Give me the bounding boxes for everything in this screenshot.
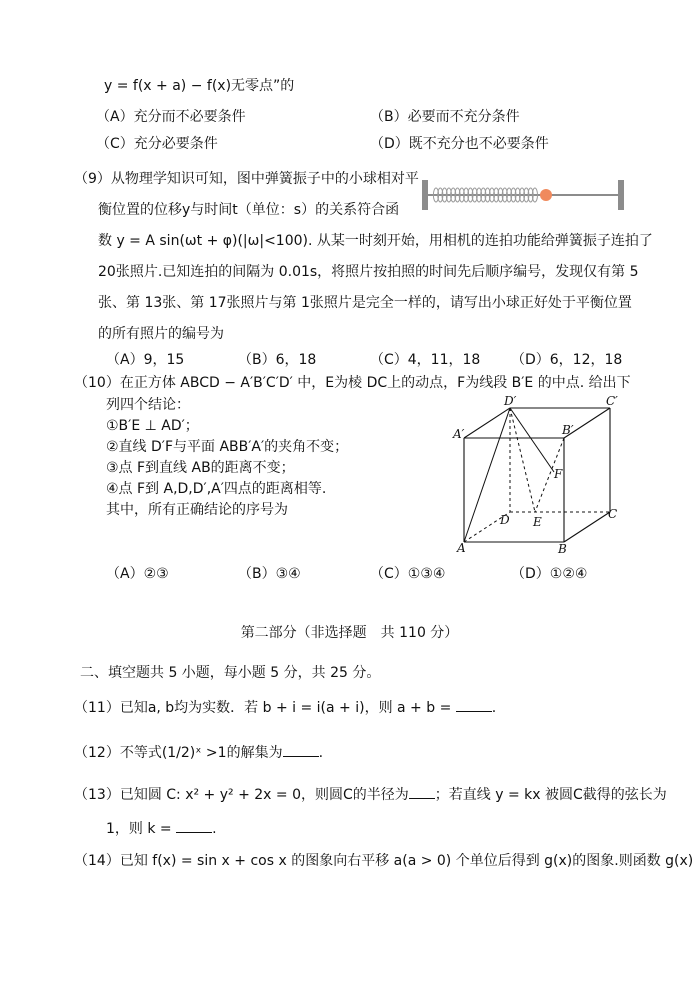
q10-line-7: 其中，所有正确结论的序号为 <box>106 502 288 518</box>
q11-end: . <box>491 700 497 716</box>
label-b: B <box>558 542 567 556</box>
q8-option-c: （C）充分必要条件 <box>96 136 218 152</box>
q9-option-a: （A）9，15 <box>106 352 185 368</box>
q12-blank <box>283 742 319 757</box>
label-e: E <box>533 515 542 529</box>
q8-option-d: （D）既不充分也不必要条件 <box>370 136 549 152</box>
q8-tail: y = f(x + a) − f(x)无零点”的 <box>104 78 295 94</box>
q9-line-6: 的所有照片的编号为 <box>98 326 224 342</box>
label-d1: D′ <box>504 396 517 408</box>
q9-line-4: 20张照片.已知连拍的间隔为 0.01s，将照片按拍照的时间先后顺序编号，发现仅有第 5 <box>98 264 639 280</box>
right-wall <box>618 180 624 210</box>
label-a1: A′ <box>453 427 465 441</box>
q10-line-2: 列四个结论： <box>106 397 190 413</box>
q9-line-5: 张、第 13张、第 17张照片与第 1张照片是完全一样的，请写出小球正好处于平衡位置 <box>98 295 632 311</box>
q9-line-3: 数 y = A sin(ωt + φ)(|ω|<100). 从某一时刻开始，用相机的连拍功能给弹簧振子连拍了 <box>98 233 653 249</box>
q13-blank-1 <box>409 784 435 799</box>
q10-line-5: ③点 F到直线 AB的距离不变； <box>106 460 295 476</box>
q11 <box>74 697 496 717</box>
part2-title: 第二部分（非选择题 共 110 分） <box>240 625 459 641</box>
section2-header: 二、填空题共 5 小题，每小题 5 分，共 25 分。 <box>80 665 381 681</box>
q10-line-3: ①B′E ⊥ AD′； <box>106 418 199 434</box>
spring-oscillator-figure <box>420 178 628 212</box>
q9-option-d: （D）6，12，18 <box>511 352 623 368</box>
q12-text: （12）不等式(1/2)ˣ >1的解集为 <box>74 745 283 761</box>
q11-blank <box>456 697 492 712</box>
ball <box>540 189 552 201</box>
q11-text: （11）已知a, b均为实数．若 b + i = i(a + i)，则 a + b = <box>74 700 452 716</box>
q10-option-c: （C）①③④ <box>370 566 446 582</box>
q10-line-1: （10）在正方体 ABCD − A′B′C′D′ 中，E为棱 DC上的动点，F为线段 B′E 的中点. 给出下 <box>74 375 631 391</box>
label-c: C <box>608 507 618 521</box>
q12-end: . <box>318 745 324 761</box>
q10-option-a: （A）②③ <box>106 566 169 582</box>
q12 <box>74 742 323 762</box>
q13-end: . <box>212 821 217 837</box>
q9-option-b: （B）6，18 <box>238 352 317 368</box>
label-a: A <box>457 541 466 555</box>
q9-line-1: （9）从物理学知识可知，图中弹簧振子中的小球相对平 <box>74 171 419 187</box>
q9-line-2: 衡位置的位移y与时间t（单位：s）的关系符合函 <box>98 202 400 218</box>
label-f: F <box>554 467 563 481</box>
q13-text-2: ；若直线 y = kx 被圆C截得的弦长为 <box>434 787 667 803</box>
cube-figure <box>450 396 630 556</box>
q8-option-b: （B）必要而不充分条件 <box>370 109 520 125</box>
label-d: D <box>500 513 510 527</box>
q10-option-b: （B）③④ <box>238 566 301 582</box>
q13-line-1 <box>74 784 667 804</box>
q13-blank-2 <box>176 818 212 833</box>
q13-text-1: （13）已知圆 C: x² + y² + 2x = 0，则圆C的半径为 <box>74 787 409 803</box>
q13-text-3: 1，则 k = <box>106 821 172 837</box>
left-wall <box>422 180 428 210</box>
q8-option-a: （A）充分而不必要条件 <box>96 109 246 125</box>
label-b1: B′ <box>562 423 574 437</box>
q10-option-d: （D）①②④ <box>511 566 588 582</box>
q13-line-2 <box>106 818 217 838</box>
q9-option-c: （C）4，11，18 <box>370 352 481 368</box>
q10-line-6: ④点 F到 A,D,D′,A′四点的距离相等. <box>106 481 327 497</box>
q14: （14）已知 f(x) = sin x + cos x 的图象向右平移 a(a > 0) 个单位后得到 g(x)的图象.则函数 g(x) <box>74 853 694 869</box>
q10-line-4: ②直线 D′F与平面 ABB′A′的夹角不变； <box>106 439 349 455</box>
label-c1: C′ <box>606 396 618 408</box>
